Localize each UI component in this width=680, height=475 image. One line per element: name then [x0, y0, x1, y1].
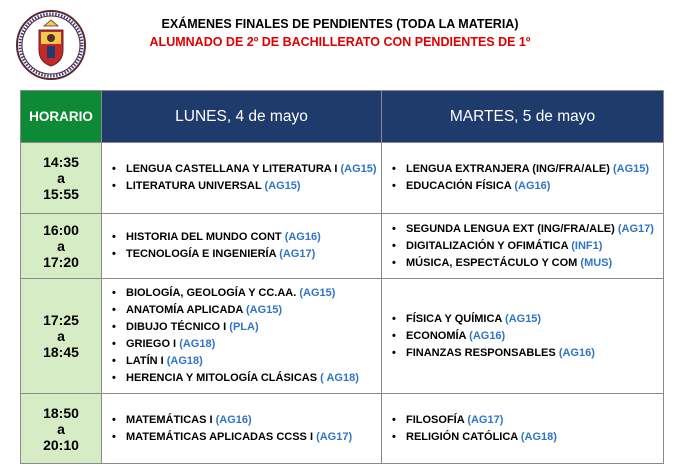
day-header-tuesday: MARTES, 5 de mayo: [382, 91, 664, 143]
list-item: [112, 336, 377, 353]
list-item: [112, 319, 377, 336]
room-code: (AG15): [245, 304, 283, 316]
time-slot: [21, 394, 102, 464]
room-code: (INF1): [571, 239, 603, 252]
room-code: (PLA): [229, 321, 259, 333]
time-slot: [21, 143, 102, 214]
list-item: [392, 161, 659, 178]
page-title: EXÁMENES FINALES DE PENDIENTES (TODA LA MATERIA): [161, 17, 519, 31]
list-item: [392, 345, 659, 362]
time-end: 20:10: [43, 436, 79, 453]
subject-name: HERENCIA Y MITOLOGÍA CLÁSICAS: [126, 372, 318, 384]
list-item: [392, 178, 659, 195]
list-item: [392, 238, 659, 255]
list-item: [392, 412, 659, 429]
subject-name: LENGUA EXTRANJERA (ING/FRA/ALE): [406, 163, 610, 175]
subject-name: GRIEGO I: [126, 338, 177, 350]
room-code: (AG16): [215, 413, 252, 426]
list-item: [112, 285, 377, 302]
subject-name: DIGITALIZACIÓN Y OFIMÁTICA: [406, 239, 569, 252]
subject-name: MATEMÁTICAS I: [126, 413, 213, 426]
day-header-monday: LUNES, 4 de mayo: [102, 91, 382, 143]
room-code: (AG16): [284, 231, 321, 243]
list-item: [112, 412, 377, 429]
monday-cell: [102, 143, 382, 214]
table-row: [21, 394, 664, 464]
subject-name: TECNOLOGÍA E INGENIERÍA: [126, 248, 277, 260]
subject-name: MÚSICA, ESPECTÁCULO Y COM: [406, 256, 578, 269]
subject-name: HISTORIA DEL MUNDO CONT: [126, 231, 282, 243]
room-code: (AG18): [520, 430, 557, 443]
list-item: [112, 229, 377, 246]
subject-name: LITERATURA UNIVERSAL: [126, 180, 262, 192]
monday-cell: [102, 214, 382, 279]
tuesday-cell: [382, 143, 664, 214]
monday-cell: [102, 394, 382, 464]
list-item: [112, 429, 377, 446]
subject-name: FILOSOFÍA: [406, 413, 465, 426]
table-row: [21, 214, 664, 279]
list-item: [112, 246, 377, 263]
page-subtitle: ALUMNADO DE 2º DE BACHILLERATO CON PENDIENTES DE 1º: [149, 35, 531, 49]
room-code: (AG15): [612, 163, 650, 175]
subject-name: ECONOMÍA: [406, 329, 467, 342]
subject-name: DIBUJO TÉCNICO I: [126, 321, 227, 333]
room-code: (AG17): [279, 248, 316, 260]
subject-name: LATÍN I: [126, 355, 164, 367]
subject-name: ANATOMÍA APLICADA: [126, 304, 243, 316]
room-code: (AG15): [340, 163, 377, 175]
list-item: [392, 328, 659, 345]
monday-cell: [102, 279, 382, 394]
time-start: 14:35: [43, 154, 79, 170]
room-code: (AG18): [166, 355, 203, 367]
tuesday-cell: [382, 394, 664, 464]
time-slot: [21, 214, 102, 279]
horario-header: HORARIO: [21, 91, 102, 143]
time-start: 18:50: [43, 404, 79, 421]
room-code: (AG17): [316, 430, 353, 443]
subject-name: MATEMÁTICAS APLICADAS CCSS I: [126, 430, 313, 443]
list-item: [112, 370, 377, 387]
time-separator: a: [57, 420, 65, 437]
list-item: [392, 311, 659, 328]
room-code: ( AG18): [320, 372, 359, 384]
subject-name: LENGUA CASTELLANA Y LITERATURA I: [126, 163, 338, 175]
time-separator: a: [57, 170, 65, 186]
table-row: [21, 143, 664, 214]
time-slot: [21, 279, 102, 394]
subject-name: FINANZAS RESPONSABLES: [406, 346, 556, 359]
room-code: (AG17): [467, 413, 504, 426]
subject-name: FÍSICA Y QUÍMICA: [406, 312, 502, 325]
list-item: [392, 255, 659, 272]
list-item: [112, 178, 377, 195]
table-header-row: [21, 91, 664, 143]
room-code: (AG18): [179, 338, 216, 350]
list-item: [112, 161, 377, 178]
tuesday-cell: [382, 214, 664, 279]
subject-name: EDUCACIÓN FÍSICA: [406, 180, 512, 192]
room-code: (AG15): [264, 180, 301, 192]
time-end: 15:55: [43, 186, 79, 202]
list-item: [112, 353, 377, 370]
subject-name: SEGUNDA LENGUA EXT (ING/FRA/ALE): [406, 222, 615, 235]
time-end: 17:20: [43, 254, 79, 270]
room-code: (AG17): [617, 222, 654, 235]
table-row: [21, 279, 664, 394]
room-code: (AG16): [469, 329, 506, 342]
room-code: (AG16): [514, 180, 551, 192]
time-end: 18:45: [43, 344, 79, 360]
subject-name: RELIGIÓN CATÓLICA: [406, 430, 518, 443]
tuesday-cell: [382, 279, 664, 394]
room-code: (AG15): [505, 312, 542, 325]
list-item: [392, 221, 659, 238]
room-code: (MUS): [580, 256, 613, 269]
time-start: 16:00: [43, 222, 79, 238]
room-code: (AG15): [299, 287, 336, 299]
subject-name: BIOLOGÍA, GEOLOGÍA Y CC.AA.: [126, 287, 297, 299]
time-separator: a: [57, 328, 65, 344]
exam-schedule-table: [20, 90, 664, 464]
list-item: [112, 302, 377, 319]
list-item: [392, 429, 659, 446]
room-code: (AG16): [558, 346, 595, 359]
time-start: 17:25: [43, 312, 79, 328]
time-separator: a: [57, 238, 65, 254]
